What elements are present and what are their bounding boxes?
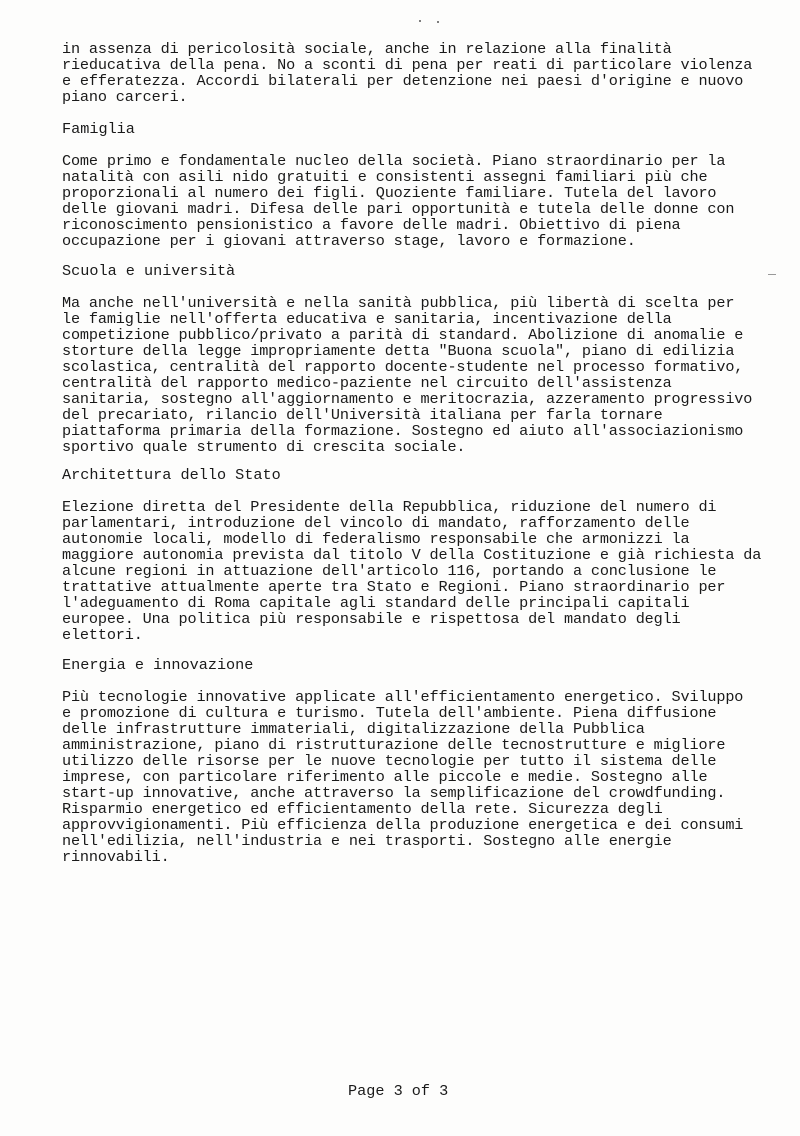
text-line: e efferatezza. Accordi bilaterali per detenzione nei paesi d'origine e nuovo xyxy=(62,72,744,90)
text-line: e promozione di cultura e turismo. Tutela dell'ambiente. Piena diffusione xyxy=(62,704,717,722)
text-line: storture della legge impropriamente detta "Buona scuola", piano di edilizia xyxy=(62,342,735,360)
text-line: maggiore autonomia prevista dal titolo V della Costituzione e già richiesta da xyxy=(62,546,762,564)
text-line: del precariato, rilancio dell'Università italiana per farla tornare xyxy=(62,406,663,424)
text-line: approvvigionamenti. Più efficienza della produzione energetica e dei consumi xyxy=(62,816,744,834)
text-line: in assenza di pericolosità sociale, anche in relazione alla finalità xyxy=(62,40,672,58)
text-line: piattaforma primaria della formazione. Sostegno ed aiuto all'associazionismo xyxy=(62,422,744,440)
scan-speck xyxy=(419,20,421,22)
text-line: trattative attualmente aperte tra Stato e Regioni. Piano straordinario per xyxy=(62,578,726,596)
section-heading: Energia e innovazione xyxy=(62,656,254,674)
section-heading: Architettura dello Stato xyxy=(62,466,281,484)
text-line: delle giovani madri. Difesa delle pari opportunità e tutela delle donne con xyxy=(62,200,735,218)
text-line: alcune regioni in attuazione dell'articolo 116, portando a conclusione le xyxy=(62,562,717,580)
text-line: delle infrastrutture immateriali, digitalizzazione della Pubblica xyxy=(62,720,645,738)
text-line: europee. Una politica più responsabile e rispettosa del mandato degli xyxy=(62,610,681,628)
text-line: proporzionali al numero dei figli. Quoziente familiare. Tutela del lavoro xyxy=(62,184,717,202)
scan-speck xyxy=(768,274,776,275)
page-number: Page 3 of 3 xyxy=(348,1082,449,1100)
text-line: sanitaria, sostegno all'aggiornamento e meritocrazia, azzeramento progressivo xyxy=(62,390,753,408)
text-line: utilizzo delle risorse per le nuove tecnologie per tutto il sistema delle xyxy=(62,752,717,770)
text-line: elettori. xyxy=(62,626,143,644)
text-line: Come primo e fondamentale nucleo della società. Piano straordinario per la xyxy=(62,152,726,170)
text-line: nell'edilizia, nell'industria e nei trasporti. Sostegno alle energie xyxy=(62,832,672,850)
section-heading: Famiglia xyxy=(62,120,135,138)
text-line: piano carceri. xyxy=(62,88,188,106)
text-line: Elezione diretta del Presidente della Repubblica, riduzione del numero di xyxy=(62,498,717,516)
section-heading: Scuola e università xyxy=(62,262,236,280)
text-line: Risparmio energetico ed efficientamento della rete. Sicurezza degli xyxy=(62,800,663,818)
text-line: sportivo quale strumento di crescita sociale. xyxy=(62,438,466,456)
text-line: rieducativa della pena. No a sconti di pena per reati di particolare violenza xyxy=(62,56,753,74)
text-line: occupazione per i giovani attraverso stage, lavoro e formazione. xyxy=(62,232,636,250)
text-line: riconoscimento pensionistico a favore delle madri. Obiettivo di piena xyxy=(62,216,681,234)
text-line: parlamentari, introduzione del vincolo di mandato, rafforzamento delle xyxy=(62,514,690,532)
text-line: scolastica, centralità del rapporto docente-studente nel processo formativo, xyxy=(62,358,744,376)
text-line: l'adeguamento di Roma capitale agli standard delle principali capitali xyxy=(62,594,690,612)
text-line: autonomie locali, modello di federalismo responsabile che armonizzi la xyxy=(62,530,690,548)
text-line: start-up innovative, anche attraverso la semplificazione del crowdfunding. xyxy=(62,784,726,802)
text-line: imprese, con particolare riferimento alle piccole e medie. Sostegno alle xyxy=(62,768,708,786)
text-line: natalità con asili nido gratuiti e consistenti assegni familiari più che xyxy=(62,168,708,186)
text-line: le famiglie nell'offerta educativa e sanitaria, incentivazione della xyxy=(62,310,672,328)
text-line: amministrazione, piano di ristrutturazione delle tecnostrutture e migliore xyxy=(62,736,726,754)
text-line: rinnovabili. xyxy=(62,848,170,866)
text-line: Più tecnologie innovative applicate all'efficientamento energetico. Sviluppo xyxy=(62,688,744,706)
scan-speck xyxy=(437,21,439,23)
text-line: Ma anche nell'università e nella sanità pubblica, più libertà di scelta per xyxy=(62,294,735,312)
text-line: centralità del rapporto medico-paziente nel circuito dell'assistenza xyxy=(62,374,672,392)
text-line: competizione pubblico/privato a parità di standard. Abolizione di anomalie e xyxy=(62,326,744,344)
